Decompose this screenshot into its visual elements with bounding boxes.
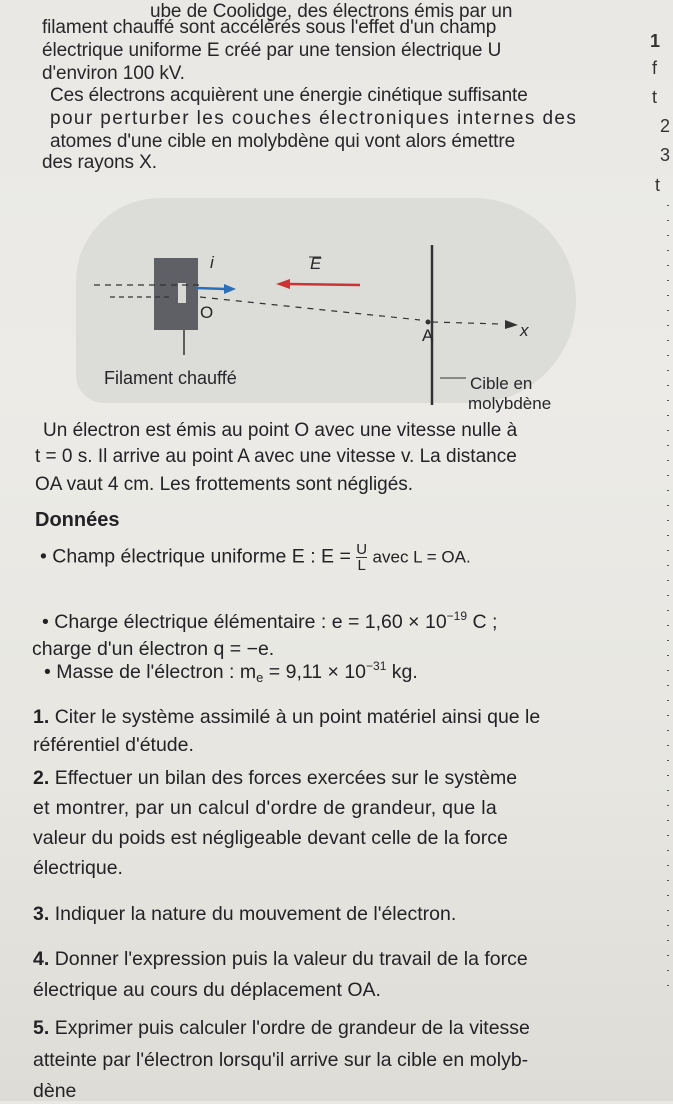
question-1-text: Citer le système assimilé à un point matériel ainsi que le bbox=[54, 706, 541, 728]
charge-line-1-text: • Charge électrique élémentaire : e = 1,60 × 10 bbox=[42, 611, 447, 633]
margin-char: 3 bbox=[660, 145, 671, 165]
charge-line-1-unit: C ; bbox=[467, 611, 498, 633]
charge-exponent: −19 bbox=[446, 609, 468, 623]
question-2-line-1 bbox=[33, 766, 633, 791]
intro-line: filament chauffé sont accélérés sous l'effet d'un champ bbox=[42, 17, 497, 38]
intro-line: électrique uniforme E créé par une tension électrique U bbox=[42, 40, 502, 61]
mass-value: = 9,11 × 10 bbox=[263, 661, 367, 683]
x-axis-arrow bbox=[505, 320, 518, 329]
question-5-line-3: dène bbox=[33, 1080, 77, 1102]
margin-char: 2 bbox=[660, 116, 671, 136]
intro-line: ube de Coolidge, des électrons émis par un bbox=[150, 1, 513, 22]
margin-char: f bbox=[652, 58, 658, 78]
label-unit-vector-i: i bbox=[210, 253, 214, 272]
field-prefix: • Champ électrique uniforme E : E = bbox=[40, 545, 351, 568]
margin-char: 1 bbox=[650, 31, 661, 51]
intro-line: pour perturber les couches électroniques internes des bbox=[50, 108, 578, 129]
label-field-e: E bbox=[310, 254, 322, 273]
question-3-line-1 bbox=[33, 902, 633, 927]
statement-line: t = 0 s. Il arrive au point A avec une vitesse v. La distance bbox=[35, 446, 517, 467]
intro-line: atomes d'une cible en molybdène qui vont alors émettre bbox=[50, 131, 516, 152]
fraction-denominator: L bbox=[357, 557, 366, 574]
label-filament: Filament chauffé bbox=[104, 368, 237, 388]
label-origin-o: O bbox=[200, 303, 214, 322]
mass-exponent: −31 bbox=[366, 659, 387, 673]
unit-vector-i-line bbox=[196, 288, 226, 289]
question-1 bbox=[33, 705, 633, 758]
question-5-number: 5. bbox=[33, 1017, 50, 1039]
question-3-text: Indiquer la nature du mouvement de l'électron. bbox=[54, 903, 457, 925]
point-a-marker bbox=[426, 320, 431, 325]
problem-statement bbox=[35, 418, 635, 497]
label-target-line2: molybdène bbox=[468, 394, 552, 413]
question-4-line-2: électrique au cours du déplacement OA. bbox=[33, 979, 381, 1001]
question-2-text: Effectuer un bilan des forces exercées sur le système bbox=[54, 767, 518, 789]
question-2-line-2: et montrer, par un calcul d'ordre de grandeur, que la bbox=[33, 797, 498, 819]
question-4-number: 4. bbox=[33, 948, 50, 970]
data-heading: Données bbox=[35, 509, 120, 531]
fraction-numerator: U bbox=[356, 541, 368, 558]
question-4-line-1 bbox=[33, 947, 633, 972]
intro-line: Ces électrons acquièrent une énergie cinétique suffisante bbox=[50, 85, 528, 106]
charge-line-2: charge d'un électron q = −e. bbox=[32, 638, 275, 660]
field-e-line bbox=[288, 284, 360, 285]
statement-line: Un électron est émis au point O avec une vitesse nulle à bbox=[43, 420, 518, 441]
intro-line: des rayons X. bbox=[42, 152, 157, 173]
question-2-line-3: valeur du poids est négligeable devant celle de la force bbox=[33, 827, 508, 849]
question-4 bbox=[33, 947, 633, 1003]
question-5 bbox=[33, 1016, 633, 1104]
label-point-a: A bbox=[422, 326, 434, 345]
question-3-number: 3. bbox=[33, 903, 50, 925]
margin-char: t bbox=[655, 175, 661, 195]
question-1-line-1 bbox=[33, 705, 633, 730]
question-3 bbox=[33, 902, 633, 927]
data-section bbox=[35, 508, 635, 533]
question-1-number: 1. bbox=[33, 706, 50, 728]
question-1-line-2: référentiel d'étude. bbox=[33, 734, 194, 756]
axis-dashed bbox=[200, 297, 420, 320]
mass-text: • Masse de l'électron : m bbox=[44, 661, 257, 683]
mass-line bbox=[44, 654, 644, 690]
question-5-text: Exprimer puis calculer l'ordre de grandeur de la vitesse bbox=[54, 1017, 530, 1039]
question-4-text: Donner l'expression puis la valeur du travail de la force bbox=[54, 948, 528, 970]
axis-dashed-right bbox=[432, 322, 500, 324]
question-5-line-2: atteinte par l'électron lorsqu'il arrive sur la cible en molyb- bbox=[33, 1049, 529, 1071]
filament-slot bbox=[178, 283, 186, 303]
label-axis-x: x bbox=[520, 321, 529, 340]
filament-block bbox=[154, 258, 198, 330]
charge-line-1 bbox=[42, 604, 632, 635]
intro-line: d'environ 100 kV. bbox=[42, 63, 185, 84]
question-2 bbox=[33, 766, 633, 881]
mass-subscript: e bbox=[256, 670, 264, 685]
field-e-arrowhead bbox=[276, 279, 290, 289]
margin-char: t bbox=[652, 87, 658, 107]
label-target-line1: Cible en bbox=[470, 374, 533, 393]
question-2-number: 2. bbox=[33, 767, 50, 789]
field-suffix: avec L = OA. bbox=[372, 547, 471, 567]
statement-line: OA vaut 4 cm. Les frottements sont négligés. bbox=[35, 474, 414, 495]
question-5-line-1 bbox=[33, 1016, 633, 1041]
question-2-line-4: électrique. bbox=[33, 857, 123, 879]
field-line bbox=[40, 542, 640, 573]
mass-unit: kg. bbox=[386, 661, 418, 683]
coolidge-tube-diagram bbox=[76, 198, 576, 423]
field-fraction bbox=[356, 542, 367, 573]
unit-vector-i-arrowhead bbox=[224, 284, 236, 294]
